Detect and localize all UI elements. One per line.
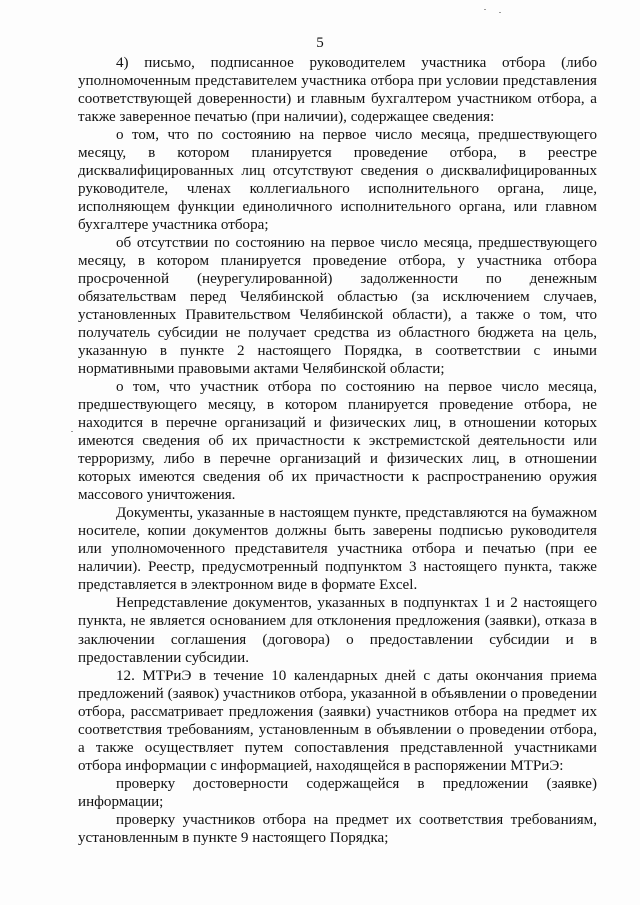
paragraph-documents-submission: Документы, указанные в настоящем пункте, представляются на бумажном носителе, копии документов должны быть заверены подписью руководителя или уполномоченного представителя участника отбора и печатью (при ее наличии). Реестр, предусмотренный подпунктом 3 настоящего пункта, также представляется в электронном виде в формате Excel.: [78, 505, 597, 594]
paragraph-check-requirements: проверку участников отбора на предмет их соответствия требованиям, установленным в пункте 9 настоящего Порядка;: [78, 811, 597, 846]
paragraph-disqualified-persons: о том, что по состоянию на первое число месяца, предшествующего месяцу, в котором планируется проведение отбора, в реестре дисквалифицированных лиц отсутствуют сведения о дисквалифицированных руководителе, членах коллегиального исполнительного органа, лице, исполняющем функции единоличного исполнительного органа, или главном бухгалтере участника отбора;: [78, 127, 597, 234]
scan-speck: [499, 12, 501, 13]
paragraph-check-reliability: проверку достоверности содержащейся в предложении (заявке) информации;: [78, 775, 597, 810]
scan-speck: [71, 431, 73, 432]
document-body: [78, 54, 597, 847]
paragraph-no-debt: об отсутствии по состоянию на первое число месяца, предшествующего месяцу, в котором планируется проведение отбора, у участника отбора просроченной (неурегулированной) задолженности по денежным обязательствам перед Челябинской областью (за исключением случаев, установленных Правительством Челябинской области), а также о том, что получатель субсидии не получает средства из областного бюджета на цель, указанную в пункте 2 настоящего Порядка, в соответствии с иными нормативными правовыми актами Челябинской области;: [78, 235, 597, 378]
scan-speck: [484, 9, 486, 10]
paragraph-non-submission: Непредставление документов, указанных в подпунктах 1 и 2 настоящего пункта, не является основанием для отклонения предложения (заявки), отказа в заключении соглашения (договора) о предоставлении субсидии и в предоставлении субсидии.: [78, 595, 597, 666]
paragraph-extremism-list: о том, что участник отбора по состоянию на первое число месяца, предшествующего месяцу, в котором планируется проведение отбора, не находится в перечне организаций и физических лиц, в отношении которых имеются сведения об их причастности к экстремистской деятельности или терроризму, либо в перечне организаций и физических лиц, в отношении которых имеются сведения об их причастности к распространению оружия массового уничтожения.: [78, 379, 597, 504]
paragraph-item-4-letter: 4) письмо, подписанное руководителем участника отбора (либо уполномоченным представителем участника отбора при условии представления соответствующей доверенности) и главным бухгалтером участником отбора, а также заверенное печатью (при наличии), содержащее сведения:: [78, 55, 597, 126]
page-number: 5: [316, 35, 324, 51]
paragraph-item-12-review: 12. МТРиЭ в течение 10 календарных дней с даты окончания приема предложений (заявок) участников отбора, указанной в объявлении о проведении отбора, рассматривает предложения (заявки) участников отбора на предмет их соответствия требованиям, установленным в объявлении о проведении отбора, а также осуществляет путем сопоставления представленной участниками отбора информации с информацией, находящейся в распоряжении МТРиЭ:: [78, 667, 597, 774]
